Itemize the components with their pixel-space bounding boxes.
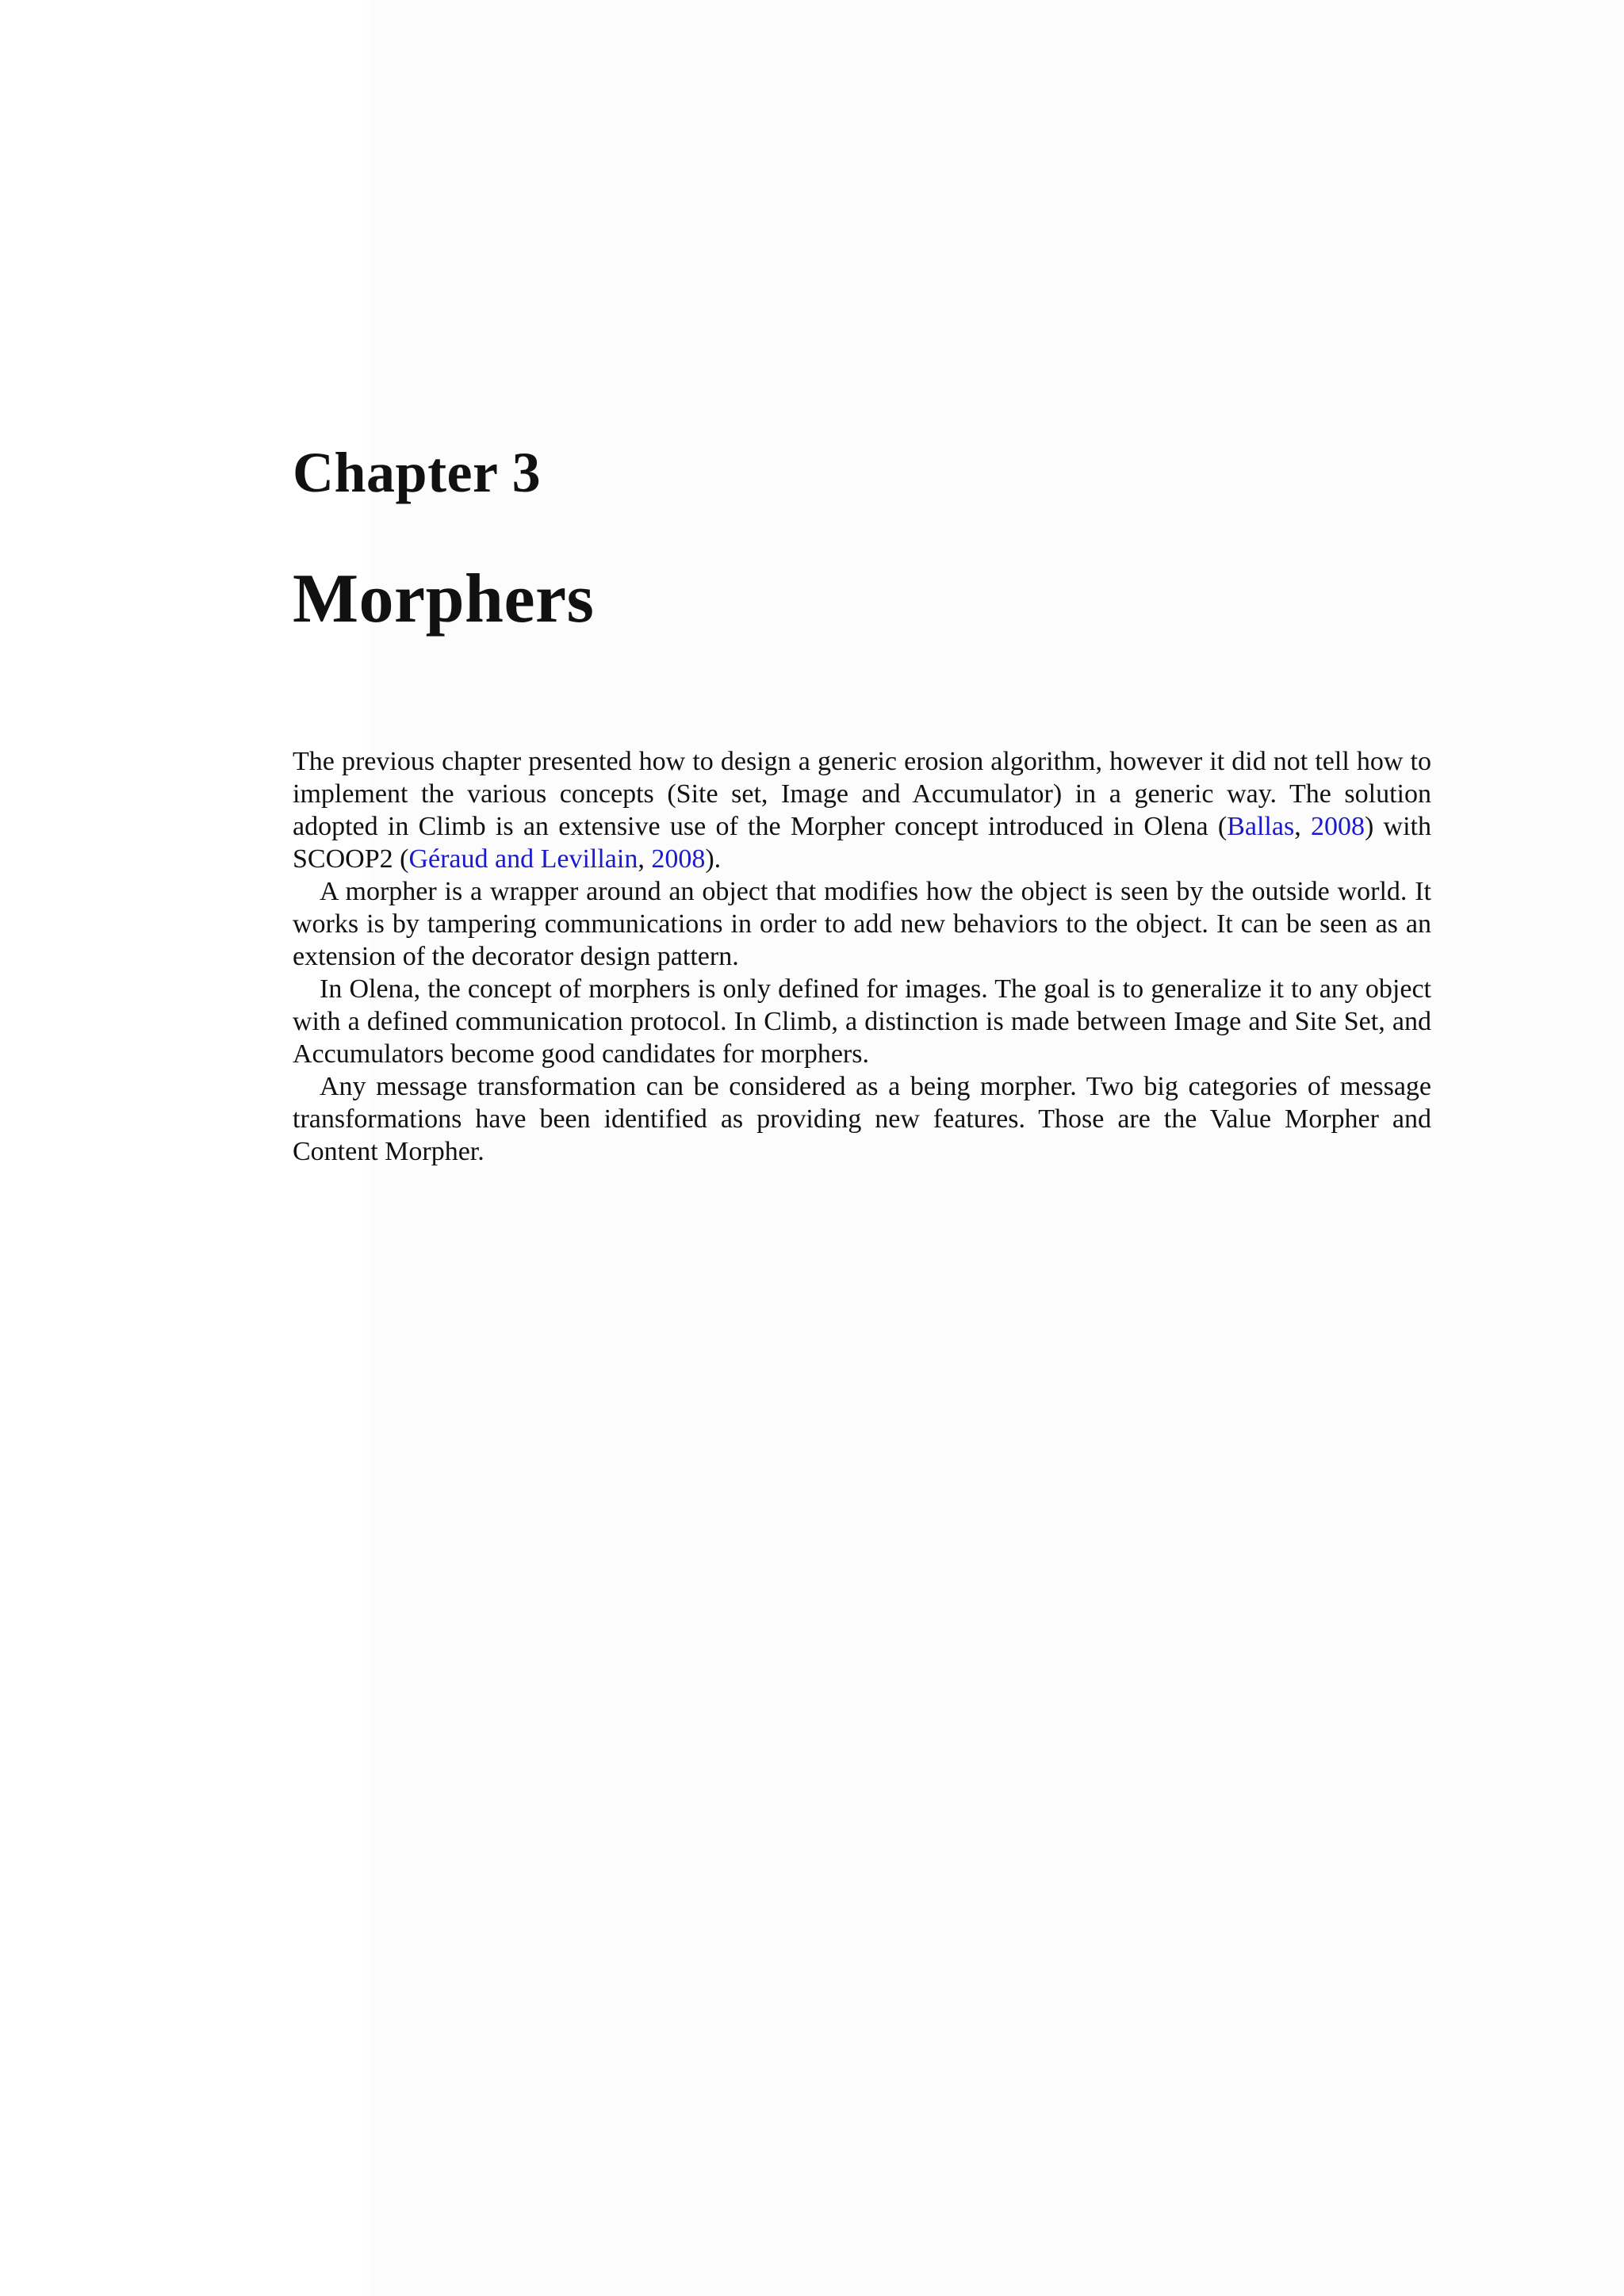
citation-separator: ,	[638, 844, 652, 874]
paragraph-olena-morphers: In Olena, the concept of morphers is only defined for images. The goal is to generalize it to any object with a defined communication protocol. In Climb, a distinction is made between Image and Site Set, and Accumulators become good candidates for morphers.	[293, 974, 1431, 1069]
chapter-number: Chapter 3	[293, 441, 542, 504]
chapter-body	[293, 745, 1431, 1168]
paragraph-morpher-definition: A morpher is a wrapper around an object that modifies how the object is seen by the outside world. It works is by tampering communications in order to add new behaviors to the object. It can be seen as an extension of the decorator design pattern.	[293, 877, 1431, 971]
paragraph-message-transformation: Any message transformation can be considered as a being morpher. Two big categories of message transformations have been identified as providing new features. Those are the Value Morpher and Content Morpher.	[293, 1072, 1431, 1166]
paragraph-intro	[293, 745, 1431, 875]
citation-author-link[interactable]: Géraud and Levillain	[408, 844, 638, 874]
paragraph-text: The previous chapter presented how to design a generic erosion algorithm, however it did not tell how to implement the various concepts (Site set, Image and Accumulator) in a generic way. The solution adopted in Climb is an extensive use of the Morpher concept introduced in Olena (	[293, 747, 1431, 841]
chapter-title: Morphers	[293, 561, 595, 637]
citation-separator: ,	[1294, 812, 1311, 841]
citation-year-link[interactable]: 2008	[1310, 812, 1365, 841]
paragraph-text: ).	[705, 844, 722, 874]
citation-author-link[interactable]: Ballas	[1227, 812, 1295, 841]
citation-year-link[interactable]: 2008	[651, 844, 706, 874]
paragraph-text: ) with SCOOP2 (	[293, 812, 1431, 874]
chapter-content	[293, 441, 1431, 1168]
